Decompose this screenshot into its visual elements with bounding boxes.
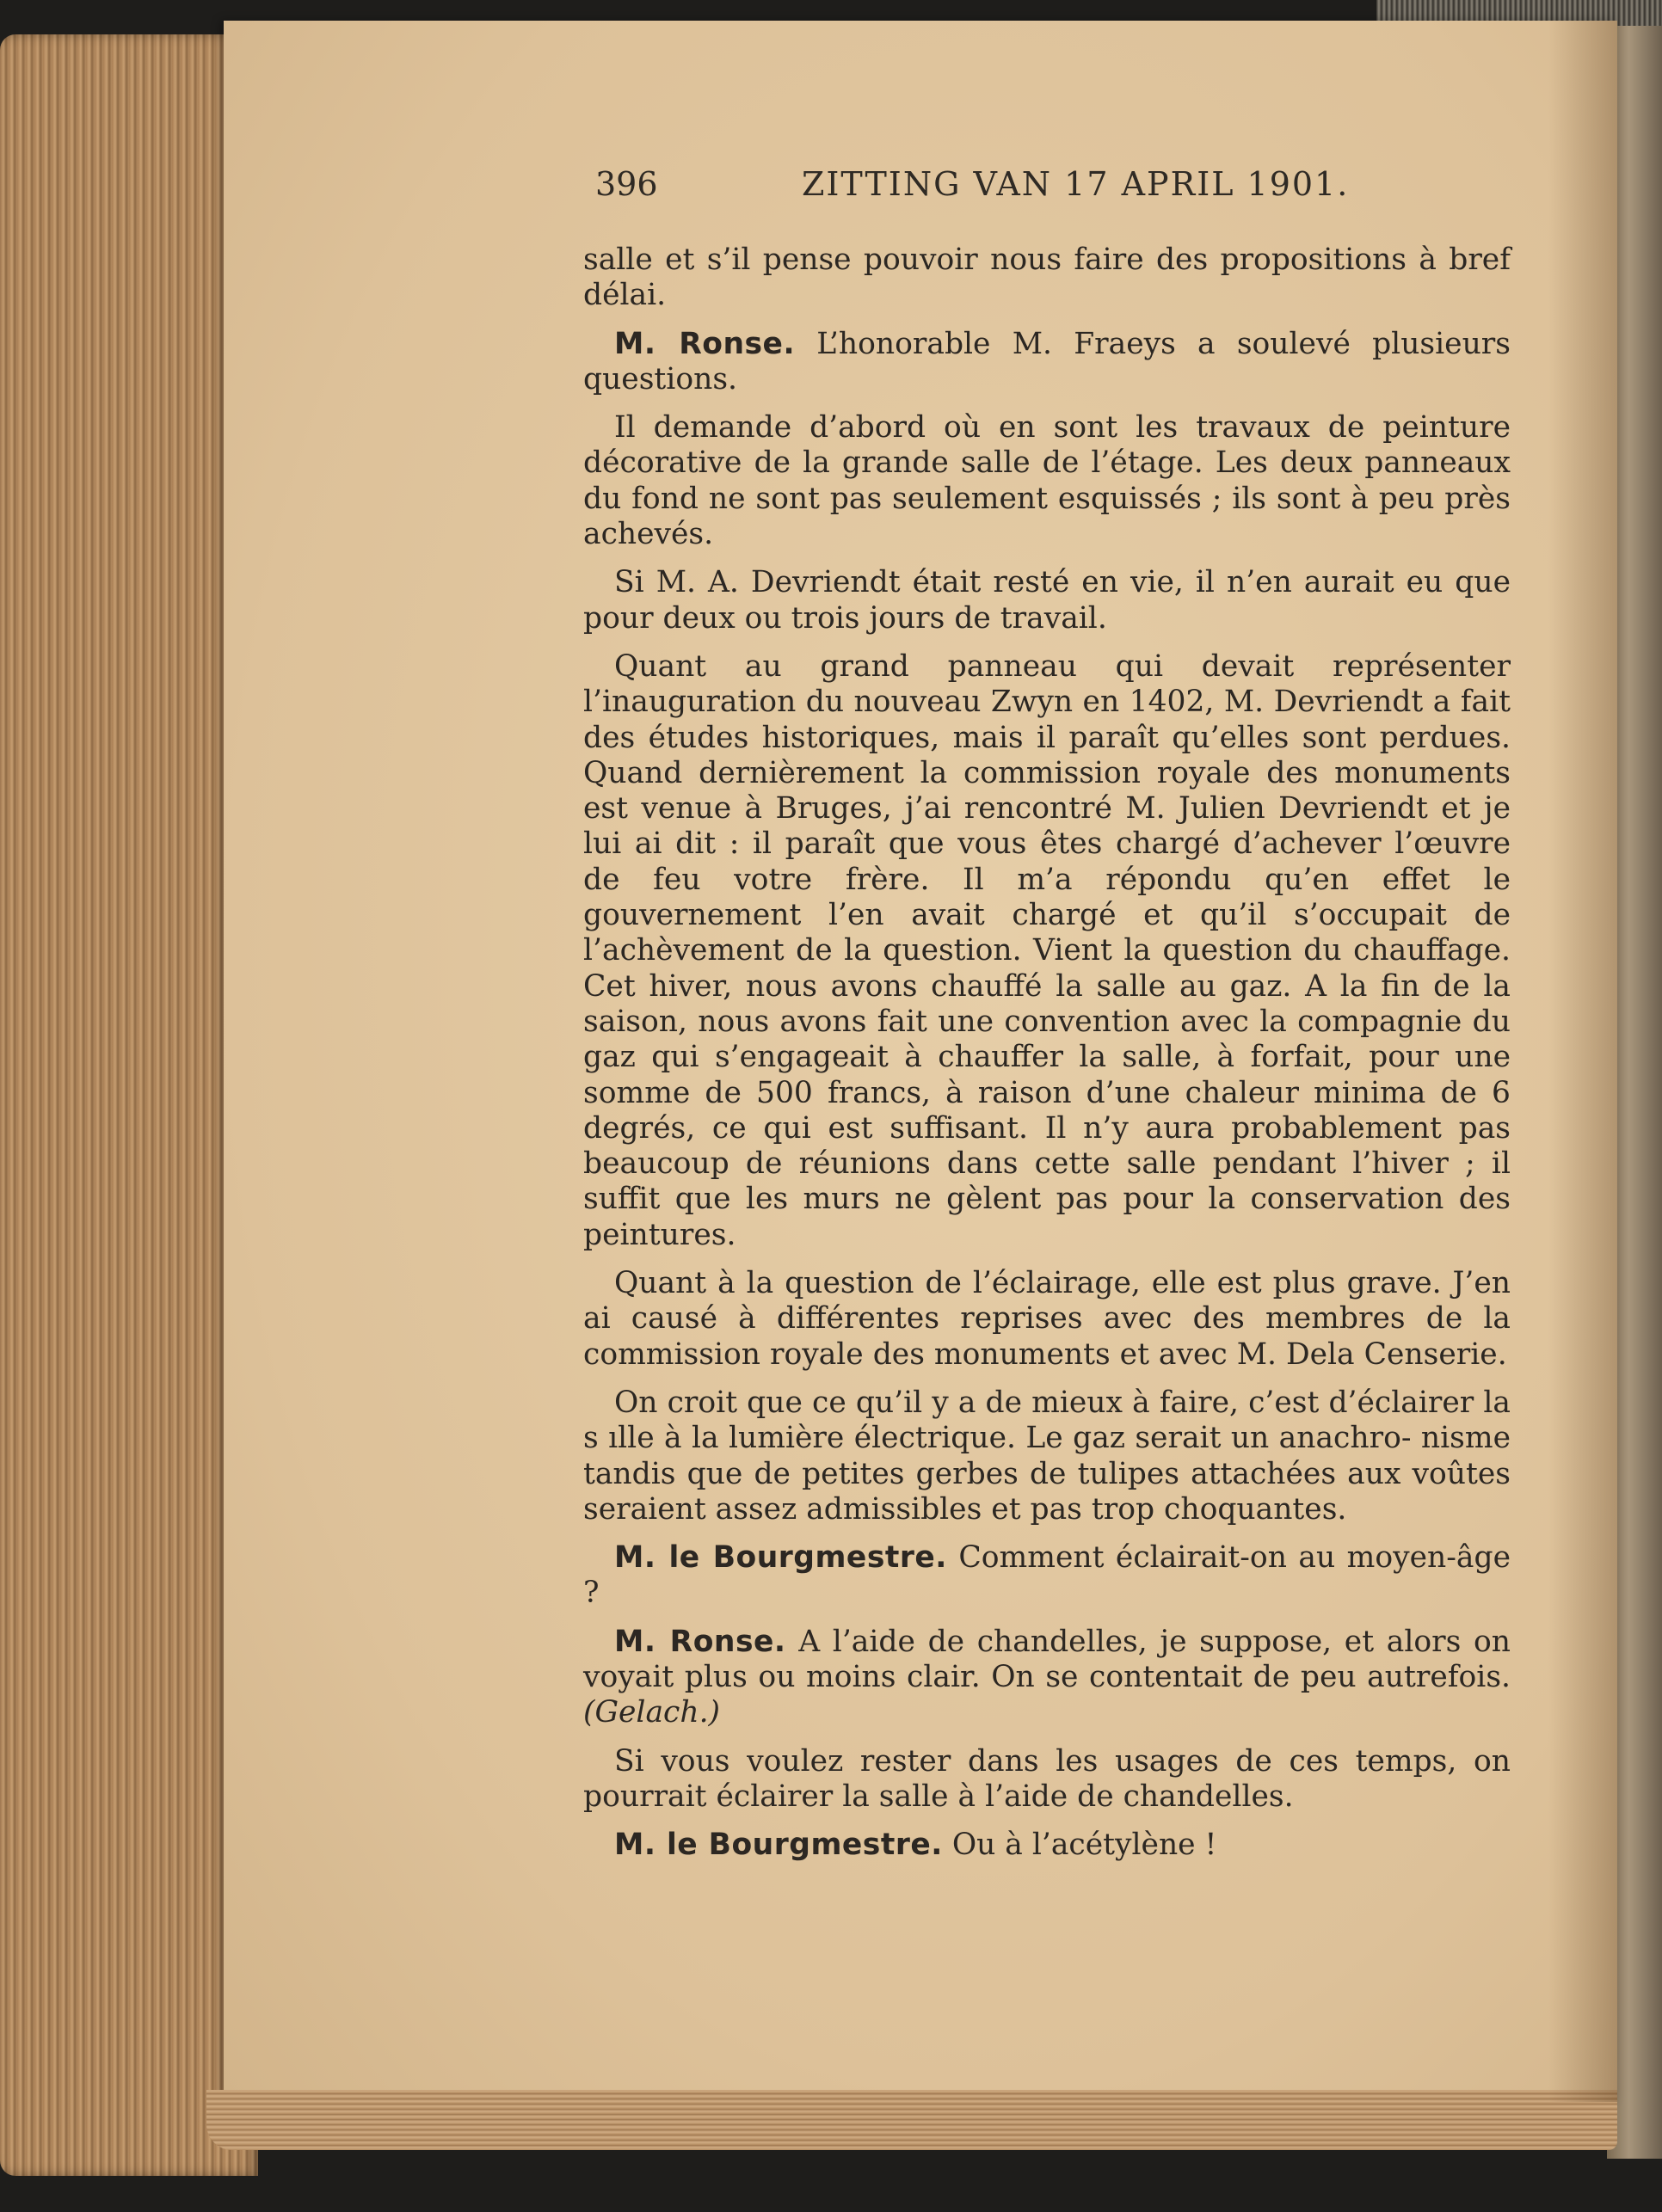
paragraph: On croit que ce qu’il y a de mieux à faire, c’est d’éclairer la s ılle à la lumière électrique. Le gaz serait un anachro- nisme tandis que de petites gerbes de tulipes attachées aux voûtes seraient assez admissibles et pas trop choquantes. bbox=[583, 1385, 1511, 1527]
paragraph: Il demande d’abord où en sont les travaux de peinture décorative de la grande salle de l’étage. Les deux panneaux du fond ne sont pas seulement esquissés ; ils sont à peu près achevés. bbox=[583, 410, 1511, 552]
speech-ronse-1 bbox=[583, 327, 1511, 398]
speech-bourgmestre-2 bbox=[583, 1828, 1511, 1863]
speech-text: A l’aide de chandelles, je suppose, et alors on voyait plus ou moins clair. On se contentait de peu autrefois. bbox=[583, 1624, 1511, 1694]
stage-direction: (Gelach.) bbox=[583, 1695, 721, 1730]
speaker-name: M. Ronse. bbox=[614, 1624, 786, 1659]
paragraph: Si M. A. Devriendt était resté en vie, il n’en aurait eu que pour deux ou trois jours de travail. bbox=[583, 565, 1511, 636]
speech-text: Comment éclairait-on au moyen-âge ? bbox=[583, 1540, 1511, 1611]
page-number: 396 bbox=[595, 165, 658, 203]
speaker-name: M. Ronse. bbox=[614, 326, 796, 361]
paragraph: Quant au grand panneau qui devait représenter l’inauguration du nouveau Zwyn en 1402, M. Devriendt a fait des études historiques, mais il paraît qu’elles sont perdues. Quand dernièrement la commission royale des monuments est venue à Bruges, j’ai rencontré M. Julien Devriendt et je lui ai dit : il paraît que vous êtes chargé d’achever l’œuvre de feu votre frère. Il m’a répondu qu’en effet le gouvernement l’en avait chargé et qu’il s’occupait de l’achèvement de la question. Vient la question du chauffage. Cet hiver, nous avons chauffé la salle au gaz. A la fin de la saison, nous avons fait une convention avec la compagnie du gaz qui s’engageait à chauffer la salle, à forfait, pour une somme de 500 francs, à raison d’une chaleur minima de 6 degrés, ce qui est suffisant. Il n’y aura probablement pas beaucoup de réunions dans cette salle pendant l’hiver ; il suffit que les murs ne gèlent pas pour la conservation des peintures. bbox=[583, 648, 1511, 1252]
running-head bbox=[595, 165, 1511, 208]
paragraph-continuation: salle et s’il pense pouvoir nous faire des propositions à bref délai. bbox=[583, 243, 1511, 313]
speaker-name: M. le Bourgmestre. bbox=[614, 1540, 947, 1576]
page-edges-bottom bbox=[206, 2090, 1617, 2150]
paragraph: Quant à la question de l’éclairage, elle est plus grave. J’en ai causé à différentes reprises avec des membres de la commission royale des monuments et avec M. Dela Censerie. bbox=[583, 1266, 1511, 1372]
page-text bbox=[583, 243, 1511, 1876]
speech-bourgmestre-1 bbox=[583, 1540, 1511, 1612]
speech-text: Ou à l’acétylène ! bbox=[942, 1828, 1217, 1863]
page-edges-left bbox=[0, 34, 258, 2176]
gutter-shadow bbox=[1548, 21, 1617, 2102]
speech-ronse-2 bbox=[583, 1625, 1511, 1731]
paragraph: Si vous voulez rester dans les usages de ces temps, on pourrait éclairer la salle à l’aide de chandelles. bbox=[583, 1743, 1511, 1814]
speaker-name: M. le Bourgmestre. bbox=[614, 1828, 943, 1863]
session-title: ZITTING VAN 17 APRIL 1901. bbox=[802, 165, 1350, 203]
speech-text: L’honorable M. Fraeys a soulevé plusieurs questions. bbox=[583, 326, 1511, 396]
